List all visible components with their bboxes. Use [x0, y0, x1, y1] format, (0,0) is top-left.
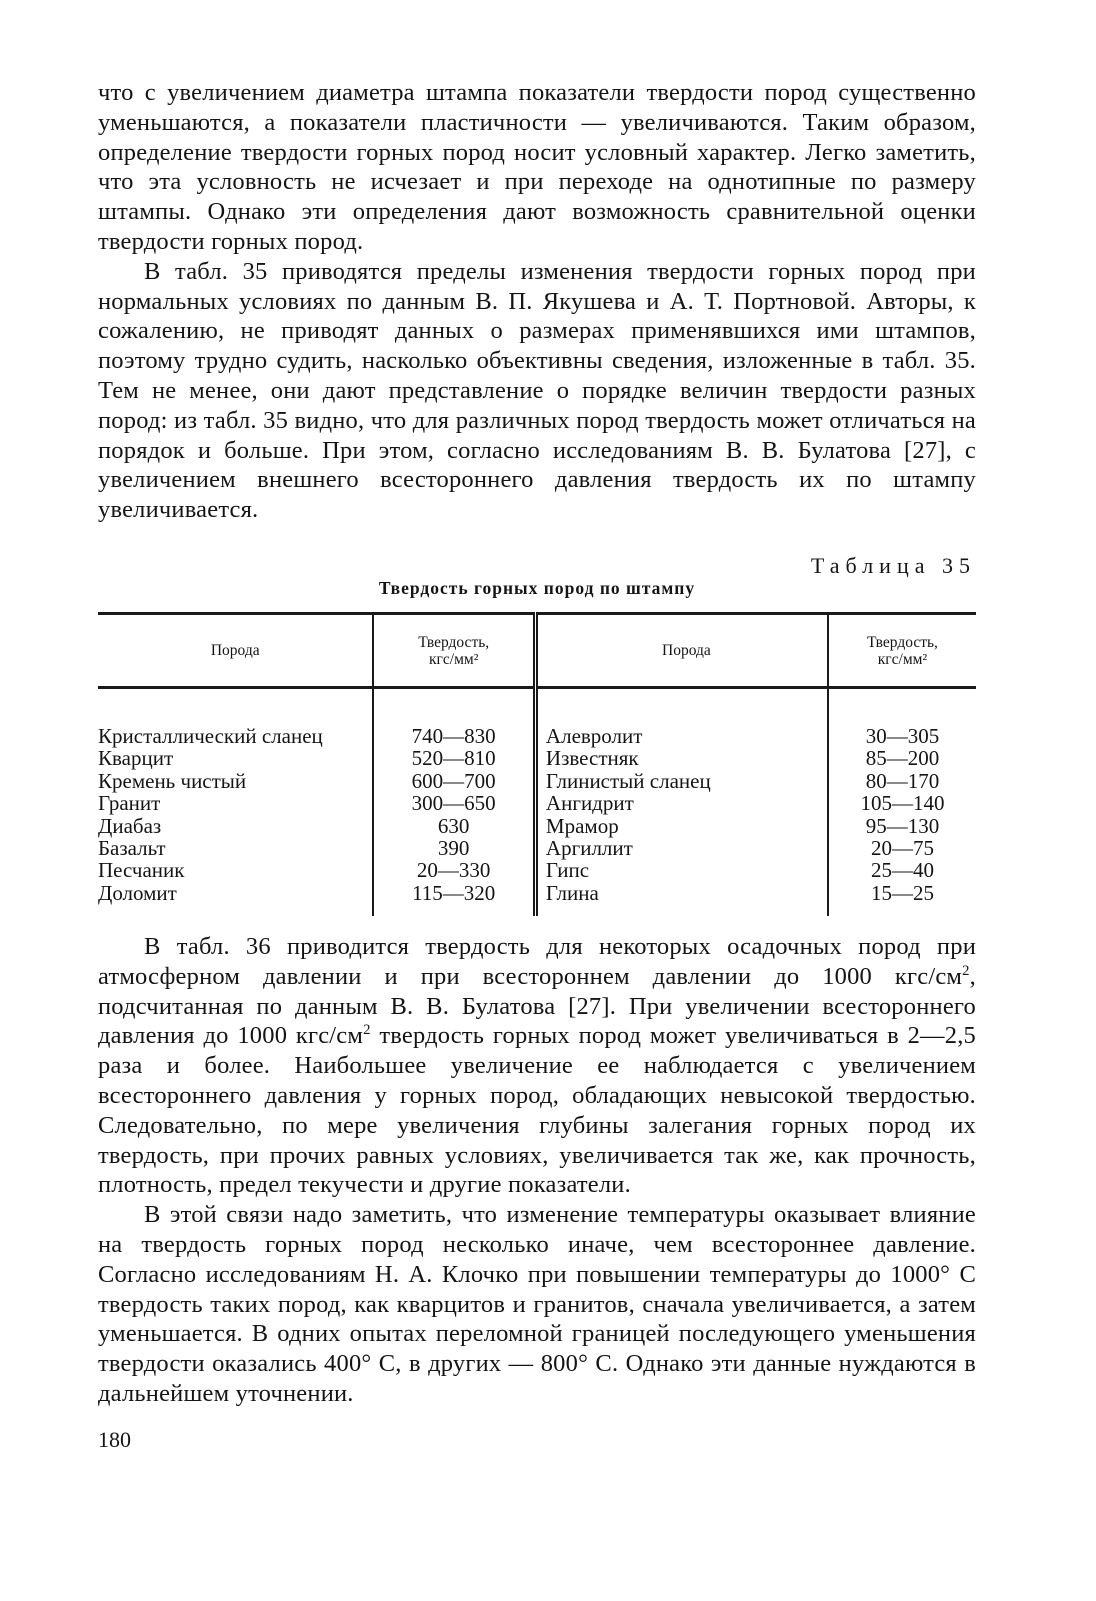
paragraph-temperature: В этой связи надо заметить, что изменение температуры оказывает влияние на твердость горных пород несколько иначе, чем всестороннее давление. Согласно исследованиям Н. А. Клочко при повышении температуры до 1000° С твердость таких пород, как кварцитов и гранитов, сначала увеличивается, а затем уменьшается. В одних опытах переломной границей последующего уменьшения твердости оказались 400° С, в других — 800° С. Однако эти данные нуждаются в дальнейшем уточнении. — [98, 1201, 976, 1407]
rock-name: Диабаз — [98, 813, 162, 838]
rock-name: Гипс — [535, 859, 828, 881]
rock-name: Базальт — [98, 836, 166, 861]
table-row — [98, 792, 976, 814]
table-spacer-row — [98, 688, 976, 726]
hardness-value: 20—330 — [373, 859, 535, 881]
hardness-value: 115—320 — [373, 882, 535, 904]
header-hardness-left: Твердость, кгс/мм² — [373, 614, 535, 688]
header-rock-right: Порода — [535, 614, 828, 688]
hardness-value: 600—700 — [373, 770, 535, 792]
rock-name: Глинистый сланец — [535, 770, 828, 792]
hardness-value: 80—170 — [828, 770, 976, 792]
rock-name: Известняк — [535, 747, 828, 769]
paragraph-table36: В табл. 36 приводится твердость для некоторых осадочных пород при атмосферном давлении и при всестороннем давлении до 1000 кгс/$см^2$, подсчитанная по данным В. В. Булатова [27]. При увеличении всестороннего давления до 1000 кгс/$см^2$ твердость горных пород может увеличиваться в 2—2,5 раза и более. Наибольшее увеличение ее наблюдается с увеличением всестороннего давления у горных пород, обладающих невысокой твердостью. Следовательно, по мере увеличения глубины залегания горных пород их твердость, при прочих равных условиях, увеличивается так же, как прочность, плотность, предел текучести и другие показатели. — [98, 933, 976, 1199]
hardness-value: 30—305 — [828, 725, 976, 747]
rock-name: Кристаллический сланец — [98, 724, 323, 748]
rock-name: Песчаник — [98, 858, 185, 883]
table-caption: Таблица 35 — [810, 553, 976, 578]
table-row — [98, 859, 976, 881]
paragraph-continuation: что с увеличением диаметра штампа показатели твердости пород существенно уменьшаются, а показатели пластичности — увеличиваются. Таким образом, определение твердости горных пород носит условный характер. Легко заметить, что эта условность не исчезает и при переходе на однотипные по размеру штампы. Однако эти определения дают возможность сравнительной оценки твердости горных пород. — [98, 79, 976, 255]
text-block-top — [98, 78, 976, 525]
table-row — [98, 770, 976, 792]
rock-name: Гранит — [98, 791, 161, 816]
table-row — [98, 747, 976, 769]
hardness-value: 105—140 — [828, 792, 976, 814]
hardness-value: 20—75 — [828, 837, 976, 859]
hardness-value: 520—810 — [373, 747, 535, 769]
hardness-value: 85—200 — [828, 747, 976, 769]
hardness-value: 630 — [373, 815, 535, 837]
rock-name: Алевролит — [535, 725, 828, 747]
header-rock-left: Порода — [98, 614, 373, 688]
table-row — [98, 882, 976, 904]
rock-name: Кварцит — [98, 746, 174, 771]
rock-name: Аргиллит — [535, 837, 828, 859]
superscript: 2 — [962, 962, 970, 979]
page-number: 180 — [98, 1427, 131, 1452]
hardness-value: 25—40 — [828, 859, 976, 881]
rock-name: Доломит — [98, 880, 177, 905]
header-hardness-right: Твердость, кгс/мм² — [828, 614, 976, 688]
hardness-value: 390 — [373, 837, 535, 859]
rock-name: Кремень чистый — [98, 768, 247, 793]
hardness-value: 300—650 — [373, 792, 535, 814]
table-row — [98, 725, 976, 747]
table-header-row — [98, 614, 976, 688]
superscript: 2 — [363, 1022, 371, 1039]
rock-name: Мрамор — [535, 815, 828, 837]
rock-name: Ангидрит — [535, 792, 828, 814]
table-title: Твердость горных пород по штампу — [378, 578, 696, 598]
rock-name: Глина — [535, 882, 828, 904]
hardness-value: 95—130 — [828, 815, 976, 837]
hardness-value: 740—830 — [373, 725, 535, 747]
table-row — [98, 837, 976, 859]
hardness-value: 15—25 — [828, 882, 976, 904]
table-end-row — [98, 904, 976, 916]
hardness-table — [98, 612, 976, 916]
text-block-bottom — [98, 932, 976, 1409]
paragraph-table35-intro: В табл. 35 приводятся пределы изменения твердости горных пород при нормальных условиях по данным В. П. Якушева и А. Т. Портновой. Авторы, к сожалению, не приводят данных о размерах применявшихся ими штампов, поэтому трудно судить, насколько объективны сведения, изложенные в табл. 35. Тем не менее, они дают представление о порядке величин твердости разных пород: из табл. 35 видно, что для различных пород твердость может отличаться на порядок и больше. При этом, согласно исследованиям В. В. Булатова [27], с увеличением внешнего всестороннего давления твердость их по штампу увеличивается. — [98, 257, 976, 524]
table-row — [98, 815, 976, 837]
